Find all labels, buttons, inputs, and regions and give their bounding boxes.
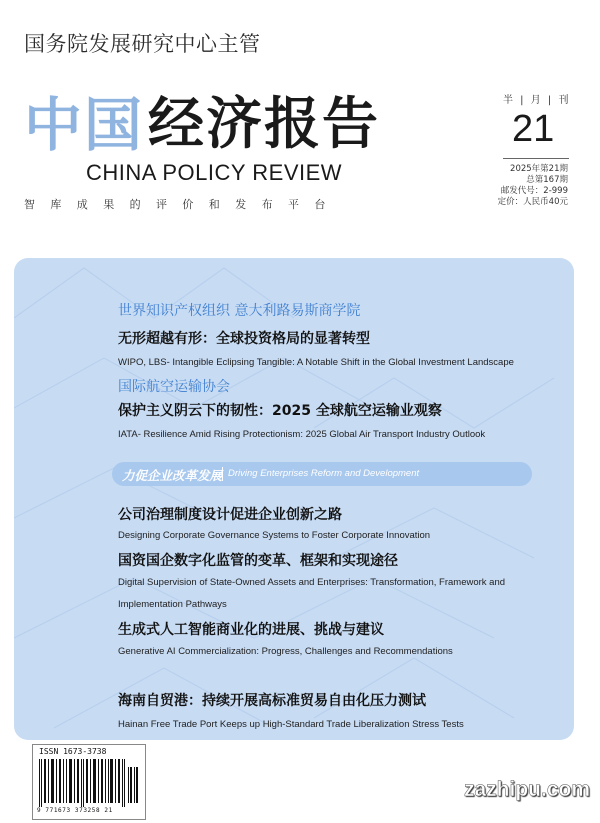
- section-title: 力促企业改革发展: [122, 468, 223, 483]
- issue-info-line: 总第167期: [526, 175, 568, 185]
- article-title: 无形超越有形：全球投资格局的显著转型: [118, 331, 370, 347]
- section-subtitle: Driving Enterprises Reform and Development: [228, 468, 420, 479]
- barcode-bars: [39, 759, 139, 807]
- issue-info-line: 定价：人民币40元: [497, 197, 568, 207]
- title-economic-report: 经济报告: [148, 92, 380, 157]
- issue-number: 21: [512, 108, 555, 150]
- section-divider: [222, 467, 223, 481]
- section-banner: [112, 462, 532, 486]
- masthead: [24, 78, 404, 168]
- title-english: CHINA POLICY REVIEW: [86, 160, 343, 185]
- watermark: zazhipu.com: [463, 778, 590, 801]
- issue-info: [498, 164, 568, 208]
- barcode-number: [37, 807, 113, 814]
- article-subtitle: Generative AI Commercialization: Progress, Challenges and Recommendations: [118, 646, 453, 657]
- addon-code: 21: [104, 807, 113, 814]
- article-title: 公司治理制度设计促进企业创新之路: [118, 507, 342, 523]
- org-label: 世界知识产权组织 意大利路易斯商学院: [118, 303, 361, 319]
- org-label: 国际航空运输协会: [118, 379, 230, 395]
- article-subtitle: Implementation Pathways: [118, 599, 227, 610]
- contents-panel: [14, 258, 574, 740]
- article-title: 海南自贸港：持续开展高标准贸易自由化压力测试: [118, 693, 426, 709]
- ean-code: 9 771673 373258: [37, 807, 101, 814]
- article-subtitle: Designing Corporate Governance Systems to Foster Corporate Innovation: [118, 530, 431, 541]
- frequency: 半 | 月 | 刊: [503, 95, 571, 106]
- barcode: [32, 744, 146, 820]
- article-title: 国资国企数字化监管的变革、框架和实现途径: [118, 553, 398, 569]
- article-subtitle: WIPO, LBS- Intangible Eclipsing Tangible: A Notable Shift in the Global Investment Landscape: [118, 357, 514, 368]
- title-china: 中国: [24, 91, 145, 159]
- supervisor-line: 国务院发展研究中心主管: [24, 32, 261, 56]
- slogan: 智库成果的评价和发布平台: [24, 198, 341, 211]
- issue-info-line: 2025年第21期: [510, 164, 568, 174]
- article-title: 保护主义阴云下的韧性：2025 全球航空运输业观察: [118, 403, 442, 419]
- article-title: 生成式人工智能商业化的进展、挑战与建议: [118, 622, 384, 638]
- article-subtitle: IATA- Resilience Amid Rising Protectionism: 2025 Global Air Transport Industry Outlook: [118, 429, 486, 440]
- issue-info-line: 邮发代号：2-999: [500, 186, 568, 196]
- article-subtitle: Digital Supervision of State-Owned Assets and Enterprises: Transformation, Framework and: [118, 577, 506, 588]
- article-subtitle: Hainan Free Trade Port Keeps up High-Standard Trade Liberalization Stress Tests: [118, 719, 464, 730]
- issue-divider: [503, 158, 569, 159]
- issn: ISSN 1673-3738: [39, 747, 107, 756]
